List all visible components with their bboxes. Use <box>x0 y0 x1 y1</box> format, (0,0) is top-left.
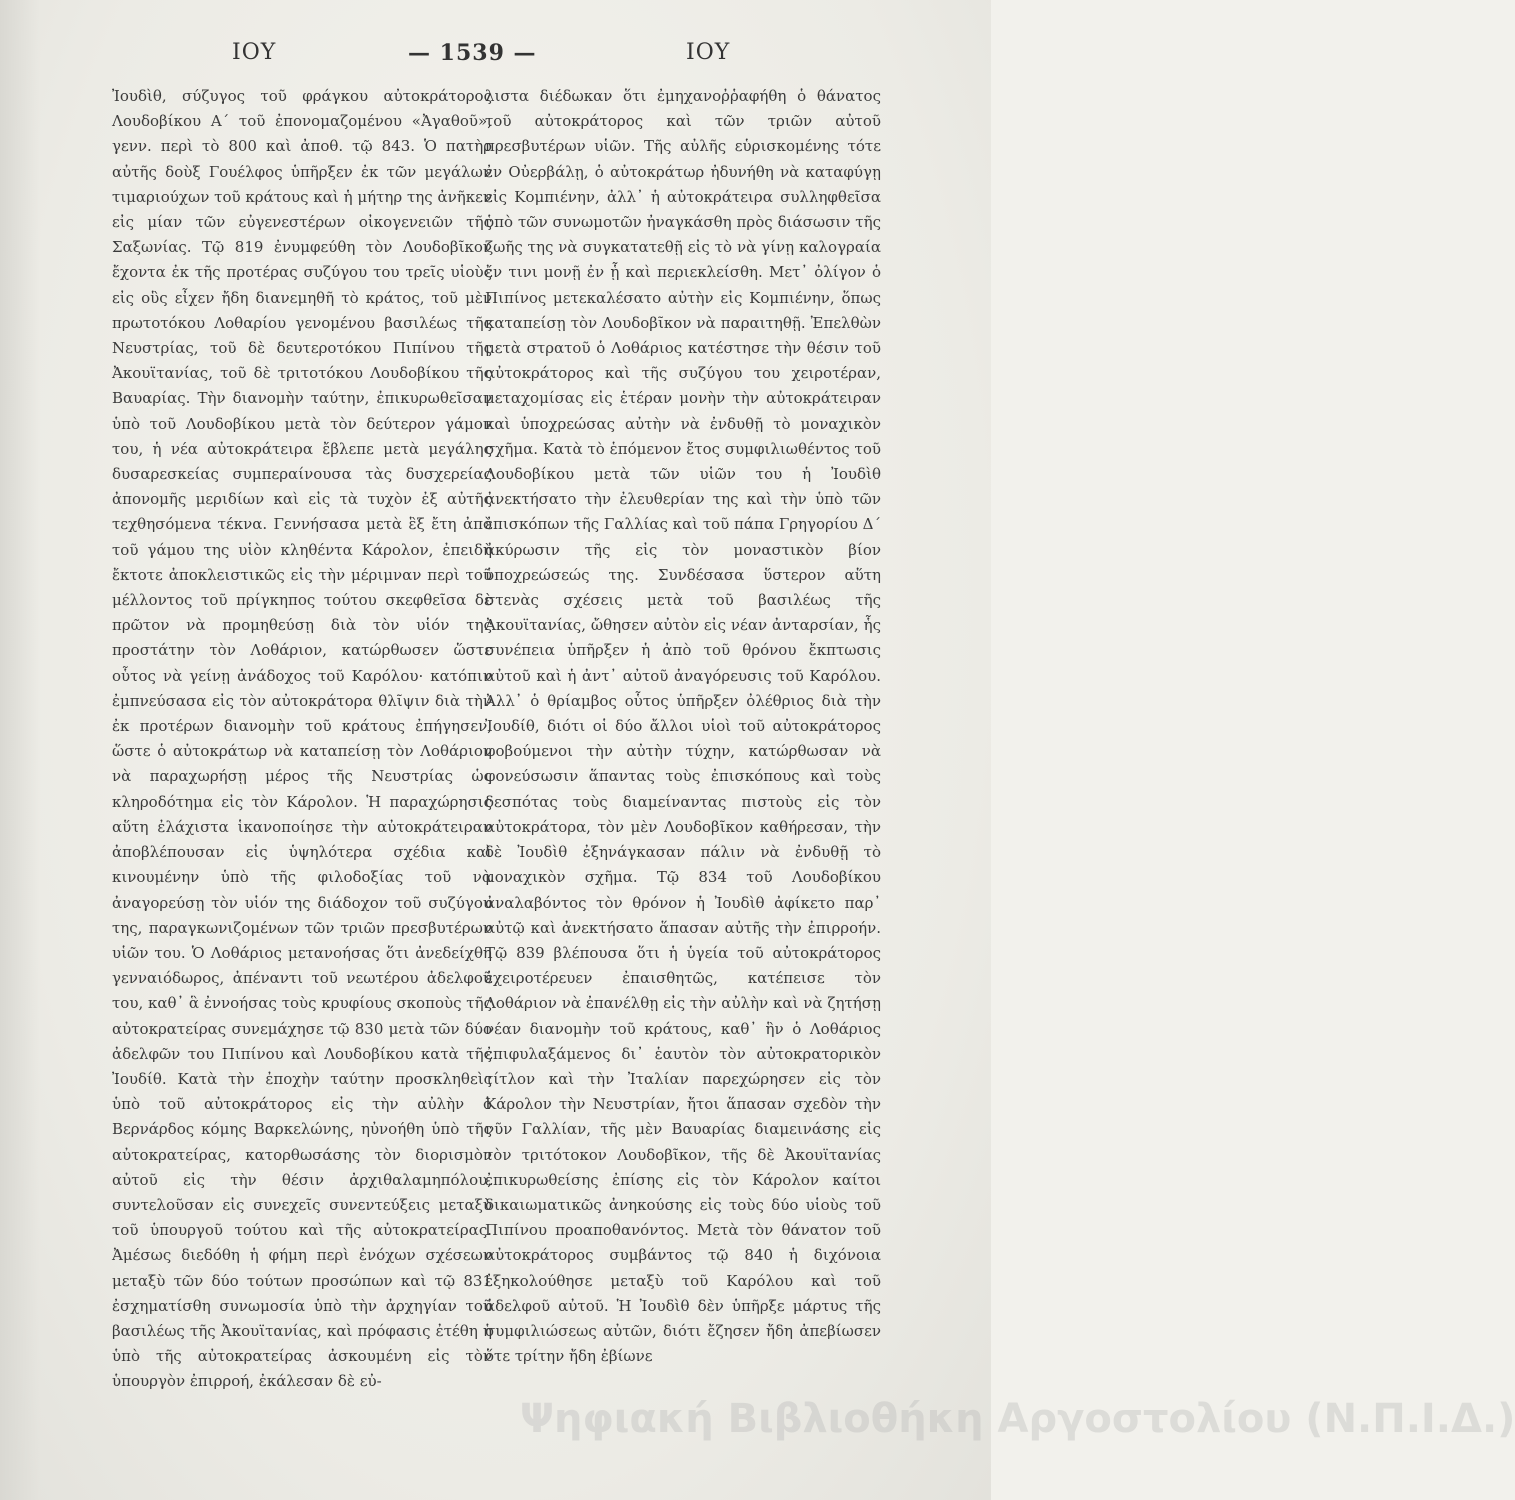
page-fold-shadow <box>0 0 40 1500</box>
header-right-keyword: ΙΟΥ <box>686 40 731 65</box>
right-column <box>485 84 881 1369</box>
left-column <box>112 84 492 1395</box>
page-header <box>0 40 991 80</box>
left-column-text: Ἰουδὶθ, σύζυγος τοῦ φράγκου αὐτοκράτορος Λουδοβίκου Α΄ τοῦ ἐπονομαζομένου «Ἀγαθοῦ», γενν. περὶ τὸ 800 καὶ ἀποθ. τῷ 843. Ὁ πατὴρ αὐτῆς δοὺξ Γουέλφος ὑπῆρξεν ἐκ τῶν μεγάλων τιμαριούχων τοῦ κράτους καὶ ἡ μήτηρ της ἀνῆκεν εἰς μίαν τῶν εὐγενεστέρων οἰκογενειῶν τῆς Σαξωνίας. Τῷ 819 ἐνυμφεύθη τὸν Λουδοβῖκον ἔχοντα ἐκ τῆς προτέρας συζύγου του τρεῖς υἱοὺς εἰς οὓς εἶχεν ἤδη διανεμηθῆ τὸ κράτος, τοῦ μὲν πρωτοτόκου Λοθαρίου γενομένου βασιλέως τῆς Νευστρίας, τοῦ δὲ δευτεροτόκου Πιπίνου τῆς Ἀκουϊτανίας, τοῦ δὲ τριτοτόκου Λουδοβίκου τῆς Βαυαρίας. Τὴν διανομὴν ταύτην, ἐπικυρωθεῖσαν ὑπὸ τοῦ Λουδοβίκου μετὰ τὸν δεύτερον γάμον του, ἡ νέα αὐτοκράτειρα ἔβλεπε μετὰ μεγάλης δυσαρεσκείας συμπεραίνουσα τὰς δυσχερείας ἀπονομῆς μεριδίων καὶ εἰς τὰ τυχὸν ἐξ αὐτῆς τεχθησόμενα τέκνα. Γεννήσασα μετὰ ἓξ ἔτη ἀπὸ τοῦ γάμου της υἱὸν κληθέντα Κάρολον, ἐπειδὴ ἔκτοτε ἀποκλειστικῶς εἰς τὴν μέριμναν περὶ τοῦ μέλλοντος τοῦ πρίγκηπος τούτου σκεφθεῖσα δὲ πρῶτον νὰ προμηθεύσῃ διὰ τὸν υἱόν της προστάτην τὸν Λοθάριον, κατώρθωσεν ὥστε οὗτος νὰ γείνῃ ἀνάδοχος τοῦ Καρόλου· κατόπιν ἐμπνεύσασα εἰς τὸν αὐτοκράτορα θλῖψιν διὰ τὴν ἐκ προτέρων διανομὴν τοῦ κράτους ἐπήγησεν, ὥστε ὁ αὐτοκράτωρ νὰ καταπείσῃ τὸν Λοθάριον νὰ παραχωρήσῃ μέρος τῆς Νευστρίας ὡς κληροδότημα εἰς τὸν Κάρολον. Ἡ παραχώρησις αὕτη ἐλάχιστα ἱκανοποίησε τὴν αὐτοκράτειραν ἀποβλέπουσαν εἰς ὑψηλότερα σχέδια καὶ κινουμένην ὑπὸ τῆς φιλοδοξίας τοῦ νὰ ἀναγορεύσῃ τὸν υἱόν της διάδοχον τοῦ συζύγου της, παραγκωνιζομένων τῶν τριῶν πρεσβυτέρων υἱῶν του. Ὁ Λοθάριος μετανοήσας ὅτι ἀνεδείχθη γενναιόδωρος, ἀπέναντι τοῦ νεωτέρου ἀδελφοῦ του, καθ᾽ ἃ ἐννοήσας τοὺς κρυφίους σκοποὺς τῆς αὐτοκρατείρας συνεμάχησε τῷ 830 μετὰ τῶν δύο ἀδελφῶν του Πιπίνου καὶ Λουδοβίκου κατὰ τῆς Ἰουδίθ. Κατὰ τὴν ἐποχὴν ταύτην προσκληθεὶς ὑπὸ τοῦ αὐτοκράτορος εἰς τὴν αὐλὴν ὁ Βερνάρδος κόμης Βαρκελώνης, ηὐνοήθη ὑπὸ τῆς αὐτοκρατείρας, κατορθωσάσης τὸν διορισμὸν αὐτοῦ εἰς τὴν θέσιν ἀρχιθαλαμηπόλου, συντελοῦσαν εἰς συνεχεῖς συνεντεύξεις μεταξὺ τοῦ ὑπουργοῦ τούτου καὶ τῆς αὐτοκρατείρας. Ἀμέσως διεδόθη ἡ φήμη περὶ ἐνόχων σχέσεων μεταξὺ τῶν δύο τούτων προσώπων καὶ τῷ 831 ἐσχηματίσθη συνωμοσία ὑπὸ τὴν ἀρχηγίαν τοῦ βασιλέως τῆς Ἀκουϊτανίας, καὶ πρόφασις ἐτέθη ἡ ὑπὸ τῆς αὐτοκρατείρας ἀσκουμένη εἰς τὸν ὑπουργὸν ἐπιρροή, ἐκάλεσαν δὲ εὐ- <box>112 87 492 1391</box>
header-left-keyword: ΙΟΥ <box>232 40 277 65</box>
page-number: — 1539 — <box>408 40 537 66</box>
right-column-text: λιστα διέδωκαν ὅτι ἐμηχανοῤῥαφήθη ὁ θάνατος τοῦ αὐτοκράτορος καὶ τῶν τριῶν αὐτοῦ πρεσβυτέρων υἱῶν. Τῆς αὐλῆς εὑρισκομένης τότε ἐν Οὐερβάλῃ, ὁ αὐτοκράτωρ ἠδυνήθη νὰ καταφύγῃ εἰς Κομπιένην, ἀλλ᾽ ἡ αὐτοκράτειρα συλληφθεῖσα ὑπὸ τῶν συνωμοτῶν ἠναγκάσθη πρὸς διάσωσιν τῆς ζωῆς της νὰ συγκατατεθῇ εἰς τὸ νὰ γίνῃ καλογραία ἔν τινι μονῇ ἐν ᾗ καὶ περιεκλείσθη. Μετ᾽ ὀλίγον ὁ Πιπίνος μετεκαλέσατο αὐτὴν εἰς Κομπιένην, ὅπως καταπείσῃ τὸν Λουδοβῖκον νὰ παραιτηθῇ. Ἐπελθὼν μετὰ στρατοῦ ὁ Λοθάριος κατέστησε τὴν θέσιν τοῦ αὐτοκράτορος καὶ τῆς συζύγου του χειροτέραν, μεταχομίσας εἰς ἑτέραν μονὴν τὴν αὐτοκράτειραν καὶ ὑποχρεώσας αὐτὴν νὰ ἐνδυθῇ τὸ μοναχικὸν σχῆμα. Κατὰ τὸ ἑπόμενον ἔτος συμφιλιωθέντος τοῦ Λουδοβίκου μετὰ τῶν υἱῶν του ἡ Ἰουδὶθ ἀνεκτήσατο τὴν ἐλευθερίαν της καὶ τὴν ὑπὸ τῶν ἐπισκόπων τῆς Γαλλίας καὶ τοῦ πάπα Γρηγορίου Δ΄ ἀκύρωσιν τῆς εἰς τὸν μοναστικὸν βίον ὑποχρεώσεώς της. Συνδέσασα ὕστερον αὕτη στενὰς σχέσεις μετὰ τοῦ βασιλέως τῆς Ἀκουϊτανίας, ὤθησεν αὐτὸν εἰς νέαν ἀνταρσίαν, ἧς συνέπεια ὑπῆρξεν ἡ ἀπὸ τοῦ θρόνου ἔκπτωσις αὐτοῦ καὶ ἡ ἀντ᾽ αὐτοῦ ἀναγόρευσις τοῦ Καρόλου. Ἀλλ᾽ ὁ θρίαμβος οὗτος ὑπῆρξεν ὀλέθριος διὰ τὴν Ἰουδίθ, διότι οἱ δύο ἄλλοι υἱοὶ τοῦ αὐτοκράτορος φοβούμενοι τὴν αὐτὴν τύχην, κατώρθωσαν νὰ φονεύσωσιν ἅπαντας τοὺς ἐπισκόπους καὶ τοὺς δεσπότας τοὺς διαμείναντας πιστοὺς εἰς τὸν αὐτοκράτορα, τὸν μὲν Λουδοβῖκον καθήρεσαν, τὴν δὲ Ἰουδὶθ ἐξηνάγκασαν πάλιν νὰ ἐνδυθῇ τὸ μοναχικὸν σχῆμα. Τῷ 834 τοῦ Λουδοβίκου ἀναλαβόντος τὸν θρόνον ἡ Ἰουδὶθ ἀφίκετο παρ᾽ αὐτῷ καὶ ἀνεκτήσατο ἅπασαν αὐτῆς τὴν ἐπιρροήν. Τῷ 839 βλέπουσα ὅτι ἡ ὑγεία τοῦ αὐτοκράτορος ἐχειροτέρευεν ἐπαισθητῶς, κατέπεισε τὸν Λοθάριον νὰ ἐπανέλθῃ εἰς τὴν αὐλὴν καὶ νὰ ζητήσῃ νέαν διανομὴν τοῦ κράτους, καθ᾽ ἣν ὁ Λοθάριος ἐπιφυλαξάμενος δι᾽ ἑαυτὸν τὸν αὐτοκρατορικὸν τίτλον καὶ τὴν Ἰταλίαν παρεχώρησεν εἰς τὸν Κάρολον τὴν Νευστρίαν, ἤτοι ἅπασαν σχεδὸν τὴν νῦν Γαλλίαν, τῆς μὲν Βαυαρίας διαμεινάσης εἰς τὸν τριτότοκον Λουδοβῖκον, τῆς δὲ Ἀκουϊτανίας ἐπικυρωθείσης ἐπίσης εἰς τὸν Κάρολον καίτοι δικαιωματικῶς ἀνηκούσης εἰς τοὺς δύο υἱοὺς τοῦ Πιπίνου προαποθανόντος. Μετὰ τὸν θάνατον τοῦ αὐτοκράτορος συμβάντος τῷ 840 ἡ διχόνοια ἐξηκολούθησε μεταξὺ τοῦ Καρόλου καὶ τοῦ ἀδελφοῦ αὐτοῦ. Ἡ Ἰουδὶθ δὲν ὑπῆρξε μάρτυς τῆς συμφιλιώσεως αὐτῶν, διότι ἔζησεν ἤδη ἀπεβίωσεν ὅτε τρίτην ἤδη ἐβίωνε <box>485 87 881 1366</box>
library-watermark: Ψηφιακή Βιβλιοθήκη Αργοστολίου (Ν.Π.Ι.Δ.) <box>520 1396 1515 1442</box>
